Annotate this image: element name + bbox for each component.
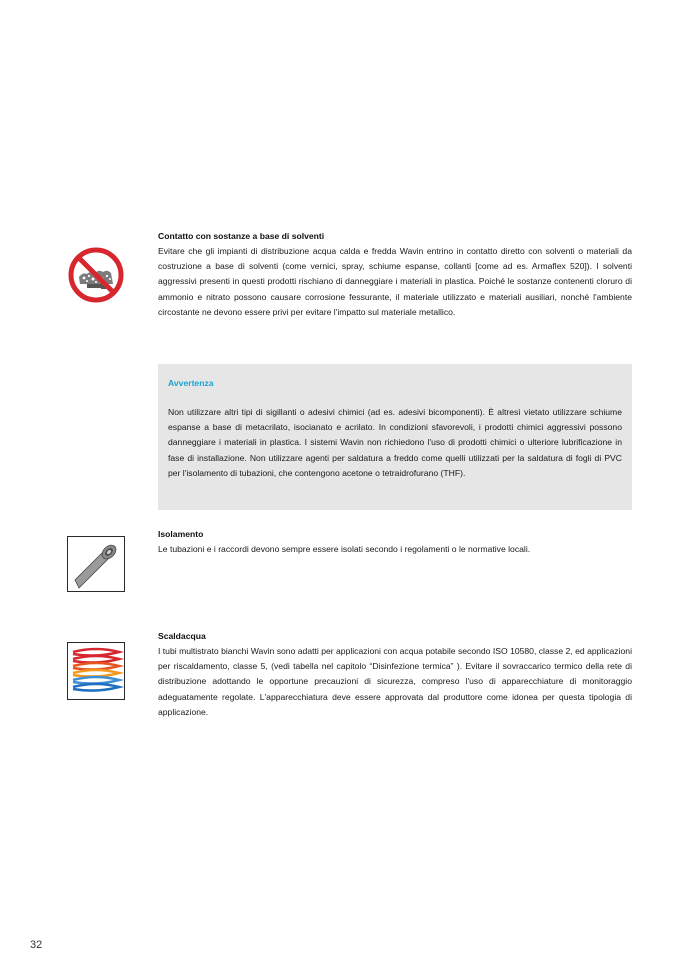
water-heater-section bbox=[158, 629, 632, 720]
insulation-heading: Isolamento bbox=[158, 529, 204, 539]
solvents-text: Evitare che gli impianti di distribuzione acqua calda e fredda Wavin entrino in contatto diretto con solventi o materiali da costruzione a base di solventi (come vernici, spray, schiume espanse, collanti [come ad es. Armaflex 520]). I solventi aggressivi presenti in questi prodotti rischiano di danneggiare i materiali in plastica. Poiché le sostanze contenenti cloruro di ammonio e nitrato possono causare corrosione fessurante, il materiale utilizzato e materiali ausiliari, nonché l'ambiente circostante ne devono essere privi per evitare l'impatto sul materiale metallico. bbox=[158, 246, 632, 317]
insulation-section bbox=[158, 527, 632, 557]
page-number: 32 bbox=[30, 939, 43, 951]
warning-box bbox=[158, 364, 632, 510]
water-heater-heading: Scaldacqua bbox=[158, 631, 206, 641]
insulation-text: Le tubazioni e i raccordi devono sempre essere isolati secondo i regolamenti o le normative locali. bbox=[158, 544, 531, 554]
warning-text: Non utilizzare altri tipi di sigillanti o adesivi chimici (ad es. adesivi bicomponenti). È altresì vietato utilizzare schiume espanse a base di metacrilato, isocianato e acrilato. In condizioni sfavorevoli, i prodotti chimici aggressivi possono danneggiare i materiali in plastica. I sistemi Wavin non richiedono l'uso di prodotti chimici o ulteriore lubrificazione in fase di installazione. Non utilizzare agenti per saldatura a freddo come quelli utilizzati per la saldatura di fogli di PVC per l'isolamento di tubazioni, che contengono acetone o tetraidrofurano (THF). bbox=[168, 407, 622, 478]
solvents-section bbox=[158, 229, 632, 320]
insulated-pipe-icon bbox=[67, 536, 125, 592]
water-heater-text: I tubi multistrato bianchi Wavin sono adatti per applicazioni con acqua potabile secondo ISO 10580, classe 2, ed applicazioni per riscaldamento, classe 5, (vedi tabella nel capitolo “Disinfezione termica” ). Evitare il sovraccarico termico della rete di distribuzione adottando le opportune precauzioni di sicurezza, compreso l'uso di apparecchiature di monitoraggio adeguatamente regolate. L'apparecchiatura deve essere approvata dal produttore come idonea per questa tipologia di applicazione. bbox=[158, 646, 632, 717]
warning-title: Avvertenza bbox=[168, 378, 214, 388]
water-heater-coil-icon bbox=[67, 642, 125, 700]
solvents-heading: Contatto con sostanze a base di solventi bbox=[158, 231, 325, 241]
no-solvents-icon bbox=[67, 246, 125, 304]
